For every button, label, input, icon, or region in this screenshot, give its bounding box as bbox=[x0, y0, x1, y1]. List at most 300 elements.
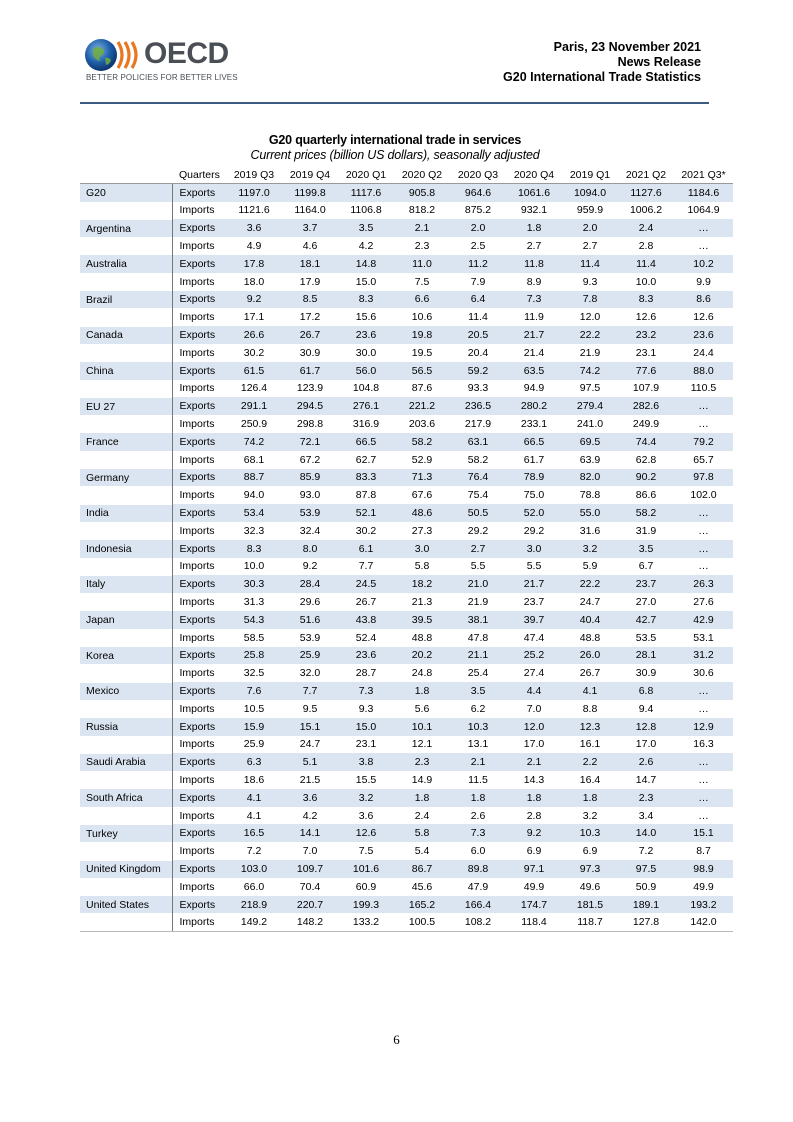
value-cell: 1.8 bbox=[394, 789, 450, 807]
value-cell: 8.0 bbox=[282, 540, 338, 558]
table-header-row bbox=[80, 166, 733, 184]
value-cell: 30.9 bbox=[299, 346, 321, 359]
value-cell: 40.4 bbox=[562, 611, 618, 629]
value-cell: 1064.9 bbox=[687, 204, 720, 217]
value-cell: 24.7 bbox=[299, 738, 321, 751]
value-cell: 12.9 bbox=[674, 718, 733, 736]
value-cell: 3.5 bbox=[450, 682, 506, 700]
country-cell bbox=[80, 273, 172, 291]
header-quarter: 2020 Q1 bbox=[338, 166, 394, 184]
value-cell: 66.5 bbox=[338, 433, 394, 451]
value-cell: 93.0 bbox=[299, 489, 321, 502]
value-cell: … bbox=[674, 504, 733, 522]
value-cell: 11.4 bbox=[468, 311, 488, 324]
table-body bbox=[80, 184, 733, 931]
table-row bbox=[80, 771, 733, 789]
value-cell: 30.3 bbox=[226, 575, 282, 593]
table-row bbox=[80, 237, 733, 255]
value-cell: 62.8 bbox=[635, 453, 657, 466]
value-cell: 50.9 bbox=[635, 880, 657, 893]
value-cell: 103.0 bbox=[226, 860, 282, 878]
flow-cell: Exports bbox=[172, 540, 226, 558]
table-subtitle: Current prices (billion US dollars), seasonally adjusted bbox=[250, 148, 540, 162]
value-cell: 7.8 bbox=[562, 291, 618, 309]
value-cell: 294.5 bbox=[282, 397, 338, 415]
value-cell: 181.5 bbox=[562, 896, 618, 914]
value-cell: 12.1 bbox=[411, 738, 433, 751]
value-cell: 86.6 bbox=[635, 489, 657, 502]
header-flow-cell: Quarters bbox=[172, 166, 226, 184]
value-cell: 5.1 bbox=[282, 753, 338, 771]
value-cell: 166.4 bbox=[450, 896, 506, 914]
value-cell: 59.2 bbox=[450, 362, 506, 380]
value-cell: 31.3 bbox=[243, 596, 265, 609]
value-cell: 203.6 bbox=[408, 418, 436, 431]
value-cell: 3.5 bbox=[618, 540, 674, 558]
value-cell: 298.8 bbox=[296, 418, 324, 431]
flow-cell: Exports bbox=[172, 682, 226, 700]
value-cell: 13.1 bbox=[467, 738, 489, 751]
value-cell: 1127.6 bbox=[618, 184, 674, 202]
value-cell: 24.7 bbox=[579, 596, 601, 609]
value-cell: … bbox=[698, 240, 709, 253]
value-cell: 8.3 bbox=[226, 540, 282, 558]
value-cell: 17.9 bbox=[299, 275, 321, 288]
value-cell: 118.4 bbox=[506, 913, 562, 931]
value-cell: 4.1 bbox=[246, 809, 262, 822]
value-cell: 51.6 bbox=[282, 611, 338, 629]
value-cell: 47.4 bbox=[523, 631, 545, 644]
value-cell: 10.5 bbox=[243, 702, 265, 715]
value-cell: 4.2 bbox=[302, 809, 318, 822]
value-cell: 2.7 bbox=[526, 240, 542, 253]
value-cell: 11.4 bbox=[618, 255, 674, 273]
flow-cell: Imports bbox=[179, 382, 215, 395]
value-cell: 78.8 bbox=[579, 489, 601, 502]
value-cell: 23.1 bbox=[355, 738, 377, 751]
value-cell: 10.3 bbox=[450, 718, 506, 736]
value-cell: 25.2 bbox=[506, 647, 562, 665]
value-cell: 93.3 bbox=[467, 382, 489, 395]
value-cell: 818.2 bbox=[408, 204, 436, 217]
country-cell bbox=[80, 878, 172, 896]
country-cell: Korea bbox=[80, 647, 172, 665]
value-cell: … bbox=[674, 682, 733, 700]
value-cell: 9.9 bbox=[696, 275, 711, 288]
country-cell bbox=[80, 451, 172, 469]
value-cell: 5.5 bbox=[526, 560, 542, 573]
value-cell: 2.5 bbox=[470, 240, 486, 253]
value-cell: 17.8 bbox=[226, 255, 282, 273]
value-cell: 9.3 bbox=[358, 702, 374, 715]
value-cell: 221.2 bbox=[394, 397, 450, 415]
value-cell: 14.1 bbox=[282, 824, 338, 842]
value-cell: 12.8 bbox=[618, 718, 674, 736]
value-cell: 58.2 bbox=[394, 433, 450, 451]
value-cell: 1094.0 bbox=[562, 184, 618, 202]
value-cell: 24.5 bbox=[338, 575, 394, 593]
table-row bbox=[80, 184, 733, 202]
flow-cell: Imports bbox=[179, 702, 215, 715]
value-cell: 6.3 bbox=[226, 753, 282, 771]
value-cell: 7.0 bbox=[526, 702, 542, 715]
value-cell: 75.0 bbox=[523, 489, 545, 502]
value-cell: 7.7 bbox=[282, 682, 338, 700]
value-cell: 75.4 bbox=[467, 489, 489, 502]
value-cell: 1117.6 bbox=[338, 184, 394, 202]
value-cell: 2.3 bbox=[618, 789, 674, 807]
header-quarter: 2020 Q2 bbox=[394, 166, 450, 184]
value-cell: … bbox=[698, 773, 709, 786]
value-cell: 14.9 bbox=[411, 773, 433, 786]
value-cell: 18.1 bbox=[282, 255, 338, 273]
value-cell: 49.9 bbox=[693, 880, 714, 893]
flow-cell: Imports bbox=[179, 845, 215, 858]
table-row bbox=[80, 451, 733, 469]
value-cell: 5.9 bbox=[582, 560, 598, 573]
value-cell: 8.6 bbox=[674, 291, 733, 309]
country-cell bbox=[80, 771, 172, 789]
value-cell: 49.9 bbox=[523, 880, 545, 893]
value-cell: 23.7 bbox=[618, 575, 674, 593]
country-cell: Argentina bbox=[80, 219, 172, 237]
value-cell: 3.7 bbox=[282, 219, 338, 237]
value-cell: 2.0 bbox=[450, 219, 506, 237]
value-cell: … bbox=[698, 560, 709, 573]
value-cell: 3.4 bbox=[638, 809, 654, 822]
value-cell: 189.1 bbox=[618, 896, 674, 914]
value-cell: 1121.6 bbox=[238, 204, 270, 217]
table-row bbox=[80, 593, 733, 611]
flow-cell: Imports bbox=[179, 773, 215, 786]
value-cell: 27.0 bbox=[635, 596, 657, 609]
table-row bbox=[80, 896, 733, 914]
header-quarter: 2021 Q3* bbox=[674, 166, 733, 184]
value-cell: 5.6 bbox=[414, 702, 430, 715]
value-cell: 32.3 bbox=[243, 524, 265, 537]
value-cell: 90.2 bbox=[618, 469, 674, 487]
table-row bbox=[80, 629, 733, 647]
value-cell: 88.7 bbox=[226, 469, 282, 487]
value-cell: 2.1 bbox=[450, 753, 506, 771]
value-cell: 4.1 bbox=[562, 682, 618, 700]
value-cell: 1197.0 bbox=[226, 184, 282, 202]
value-cell: 133.2 bbox=[338, 913, 394, 931]
value-cell: 50.5 bbox=[450, 504, 506, 522]
value-cell: 21.3 bbox=[411, 596, 433, 609]
value-cell: 14.8 bbox=[338, 255, 394, 273]
value-cell: 142.0 bbox=[674, 913, 733, 931]
value-cell: 23.6 bbox=[674, 326, 733, 344]
oecd-globe-icon bbox=[84, 36, 144, 76]
country-cell bbox=[80, 558, 172, 576]
table-title: G20 quarterly international trade in services bbox=[268, 133, 522, 147]
value-cell: 9.3 bbox=[582, 275, 598, 288]
value-cell: 16.5 bbox=[226, 824, 282, 842]
oecd-logo bbox=[84, 36, 244, 86]
value-cell: 86.7 bbox=[394, 860, 450, 878]
value-cell: 4.9 bbox=[246, 240, 262, 253]
value-cell: 6.9 bbox=[526, 845, 542, 858]
value-cell: 88.0 bbox=[674, 362, 733, 380]
header-quarter: 2021 Q2 bbox=[618, 166, 674, 184]
value-cell: 97.5 bbox=[618, 860, 674, 878]
country-cell bbox=[80, 736, 172, 754]
value-cell: 29.2 bbox=[467, 524, 489, 537]
value-cell: 101.6 bbox=[338, 860, 394, 878]
value-cell: 78.9 bbox=[506, 469, 562, 487]
value-cell: 15.1 bbox=[282, 718, 338, 736]
country-cell: France bbox=[80, 433, 172, 451]
value-cell: 63.5 bbox=[506, 362, 562, 380]
value-cell: 7.2 bbox=[638, 845, 654, 858]
value-cell: 6.1 bbox=[338, 540, 394, 558]
value-cell: 7.3 bbox=[506, 291, 562, 309]
value-cell: 20.4 bbox=[467, 346, 489, 359]
value-cell: 8.3 bbox=[618, 291, 674, 309]
flow-cell: Exports bbox=[172, 647, 226, 665]
value-cell: 16.3 bbox=[693, 738, 714, 751]
value-cell: 26.6 bbox=[226, 326, 282, 344]
value-cell: 39.5 bbox=[394, 611, 450, 629]
value-cell: 27.6 bbox=[693, 596, 714, 609]
flow-cell: Exports bbox=[172, 896, 226, 914]
value-cell: 21.7 bbox=[506, 326, 562, 344]
table-row bbox=[80, 789, 733, 807]
value-cell: 85.9 bbox=[282, 469, 338, 487]
flow-cell: Imports bbox=[179, 667, 215, 680]
value-cell: 4.1 bbox=[226, 789, 282, 807]
value-cell: … bbox=[674, 219, 733, 237]
value-cell: 10.0 bbox=[635, 275, 657, 288]
value-cell: 94.0 bbox=[243, 489, 265, 502]
value-cell: 276.1 bbox=[338, 397, 394, 415]
value-cell: 18.2 bbox=[394, 575, 450, 593]
value-cell: 1061.6 bbox=[506, 184, 562, 202]
flow-cell: Exports bbox=[172, 718, 226, 736]
table-row bbox=[80, 202, 733, 220]
value-cell: 249.9 bbox=[632, 418, 660, 431]
value-cell: 6.8 bbox=[618, 682, 674, 700]
flow-cell: Imports bbox=[172, 913, 226, 931]
value-cell: 43.8 bbox=[338, 611, 394, 629]
table-row bbox=[80, 522, 733, 540]
value-cell: 23.6 bbox=[338, 647, 394, 665]
value-cell: 18.0 bbox=[243, 275, 265, 288]
value-cell: 6.9 bbox=[582, 845, 598, 858]
value-cell: 52.1 bbox=[338, 504, 394, 522]
value-cell: 53.4 bbox=[226, 504, 282, 522]
value-cell: 31.9 bbox=[635, 524, 657, 537]
value-cell: 10.6 bbox=[411, 311, 433, 324]
value-cell: 3.2 bbox=[338, 789, 394, 807]
value-cell: 148.2 bbox=[282, 913, 338, 931]
table-row bbox=[80, 326, 733, 344]
flow-cell: Imports bbox=[179, 596, 215, 609]
value-cell: 61.7 bbox=[523, 453, 545, 466]
value-cell: 55.0 bbox=[562, 504, 618, 522]
value-cell: 23.6 bbox=[338, 326, 394, 344]
value-cell: 30.0 bbox=[355, 346, 377, 359]
flow-cell: Imports bbox=[179, 738, 215, 751]
country-cell: Saudi Arabia bbox=[80, 753, 172, 771]
table-row bbox=[80, 433, 733, 451]
value-cell: 1.8 bbox=[450, 789, 506, 807]
value-cell: 7.6 bbox=[226, 682, 282, 700]
value-cell: 875.2 bbox=[464, 204, 492, 217]
value-cell: 63.9 bbox=[579, 453, 601, 466]
value-cell: 4.2 bbox=[358, 240, 374, 253]
table-title-block bbox=[80, 133, 710, 163]
value-cell: 193.2 bbox=[674, 896, 733, 914]
value-cell: 118.7 bbox=[562, 913, 618, 931]
country-cell bbox=[80, 913, 172, 931]
value-cell: 14.3 bbox=[523, 773, 545, 786]
country-cell bbox=[80, 380, 172, 398]
value-cell: … bbox=[698, 702, 709, 715]
country-cell bbox=[80, 486, 172, 504]
table-row bbox=[80, 504, 733, 522]
value-cell: 29.2 bbox=[523, 524, 545, 537]
value-cell: 27.4 bbox=[523, 667, 545, 680]
table-row bbox=[80, 647, 733, 665]
value-cell: 18.6 bbox=[243, 773, 265, 786]
value-cell: 2.6 bbox=[470, 809, 486, 822]
value-cell: 15.1 bbox=[674, 824, 733, 842]
country-cell: Indonesia bbox=[80, 540, 172, 558]
value-cell: 97.3 bbox=[562, 860, 618, 878]
country-cell: Canada bbox=[80, 326, 172, 344]
value-cell: 1.8 bbox=[506, 219, 562, 237]
value-cell: 23.2 bbox=[618, 326, 674, 344]
value-cell: 110.5 bbox=[690, 382, 717, 395]
value-cell: 48.6 bbox=[394, 504, 450, 522]
value-cell: 47.9 bbox=[467, 880, 489, 893]
value-cell: 2.1 bbox=[506, 753, 562, 771]
table-row bbox=[80, 753, 733, 771]
value-cell: 31.6 bbox=[579, 524, 601, 537]
value-cell: 3.6 bbox=[226, 219, 282, 237]
flow-cell: Exports bbox=[172, 575, 226, 593]
page-number: 6 bbox=[393, 1032, 400, 1047]
value-cell: 1164.0 bbox=[294, 204, 326, 217]
table-row bbox=[80, 362, 733, 380]
value-cell: 12.6 bbox=[635, 311, 657, 324]
table-row bbox=[80, 397, 733, 415]
value-cell: 52.4 bbox=[355, 631, 377, 644]
flow-cell: Imports bbox=[179, 453, 215, 466]
value-cell: 6.6 bbox=[394, 291, 450, 309]
value-cell: 280.2 bbox=[506, 397, 562, 415]
value-cell: 42.9 bbox=[674, 611, 733, 629]
country-cell bbox=[80, 237, 172, 255]
value-cell: 126.4 bbox=[240, 382, 268, 395]
value-cell: 58.5 bbox=[243, 631, 265, 644]
country-cell: Turkey bbox=[80, 824, 172, 842]
value-cell: 17.0 bbox=[523, 738, 545, 751]
value-cell: 1.8 bbox=[394, 682, 450, 700]
table-row bbox=[80, 718, 733, 736]
value-cell: 58.2 bbox=[618, 504, 674, 522]
value-cell: 250.9 bbox=[240, 418, 268, 431]
table-row bbox=[80, 308, 733, 326]
country-cell bbox=[80, 202, 172, 220]
value-cell: 74.2 bbox=[226, 433, 282, 451]
value-cell: 2.3 bbox=[394, 753, 450, 771]
flow-cell: Imports bbox=[179, 418, 215, 431]
value-cell: 66.5 bbox=[506, 433, 562, 451]
table-row bbox=[80, 664, 733, 682]
header-quarter: 2020 Q4 bbox=[506, 166, 562, 184]
value-cell: 32.4 bbox=[299, 524, 321, 537]
value-cell: 17.1 bbox=[243, 311, 265, 324]
value-cell: … bbox=[698, 418, 709, 431]
value-cell: 47.8 bbox=[467, 631, 489, 644]
value-cell: 23.1 bbox=[635, 346, 657, 359]
value-cell: 2.4 bbox=[618, 219, 674, 237]
header-quarter: 2019 Q4 bbox=[282, 166, 338, 184]
value-cell: 3.0 bbox=[394, 540, 450, 558]
country-cell: Brazil bbox=[80, 291, 172, 309]
value-cell: … bbox=[674, 397, 733, 415]
table-row bbox=[80, 878, 733, 896]
value-cell: 2.4 bbox=[414, 809, 430, 822]
value-cell: … bbox=[698, 524, 709, 537]
value-cell: 56.5 bbox=[394, 362, 450, 380]
value-cell: 4.6 bbox=[302, 240, 318, 253]
value-cell: 7.9 bbox=[470, 275, 486, 288]
value-cell: 10.3 bbox=[562, 824, 618, 842]
value-cell: 932.1 bbox=[520, 204, 548, 217]
value-cell: 107.9 bbox=[632, 382, 660, 395]
value-cell: 32.0 bbox=[299, 667, 321, 680]
value-cell: 9.2 bbox=[226, 291, 282, 309]
trade-table bbox=[80, 166, 733, 932]
value-cell: 97.5 bbox=[579, 382, 601, 395]
flow-cell: Exports bbox=[172, 753, 226, 771]
value-cell: 45.6 bbox=[411, 880, 433, 893]
value-cell: 53.1 bbox=[693, 631, 714, 644]
table-row bbox=[80, 575, 733, 593]
value-cell: 58.2 bbox=[467, 453, 489, 466]
value-cell: 7.7 bbox=[358, 560, 374, 573]
value-cell: 2.3 bbox=[414, 240, 430, 253]
value-cell: 1.8 bbox=[506, 789, 562, 807]
value-cell: 1006.2 bbox=[629, 204, 663, 217]
flow-cell: Imports bbox=[179, 631, 215, 644]
value-cell: 8.5 bbox=[282, 291, 338, 309]
value-cell: 2.8 bbox=[638, 240, 654, 253]
flow-cell: Exports bbox=[172, 789, 226, 807]
value-cell: 87.6 bbox=[411, 382, 433, 395]
value-cell: 32.5 bbox=[243, 667, 265, 680]
table-row bbox=[80, 486, 733, 504]
value-cell: 279.4 bbox=[562, 397, 618, 415]
value-cell: 27.3 bbox=[411, 524, 433, 537]
country-cell: G20 bbox=[80, 184, 172, 202]
flow-cell: Imports bbox=[179, 560, 215, 573]
value-cell: 905.8 bbox=[394, 184, 450, 202]
value-cell: 54.3 bbox=[226, 611, 282, 629]
table-row bbox=[80, 291, 733, 309]
value-cell: 10.2 bbox=[674, 255, 733, 273]
value-cell: 165.2 bbox=[394, 896, 450, 914]
country-cell bbox=[80, 522, 172, 540]
value-cell: 9.2 bbox=[506, 824, 562, 842]
country-cell bbox=[80, 664, 172, 682]
value-cell: … bbox=[674, 540, 733, 558]
value-cell: 53.5 bbox=[635, 631, 657, 644]
